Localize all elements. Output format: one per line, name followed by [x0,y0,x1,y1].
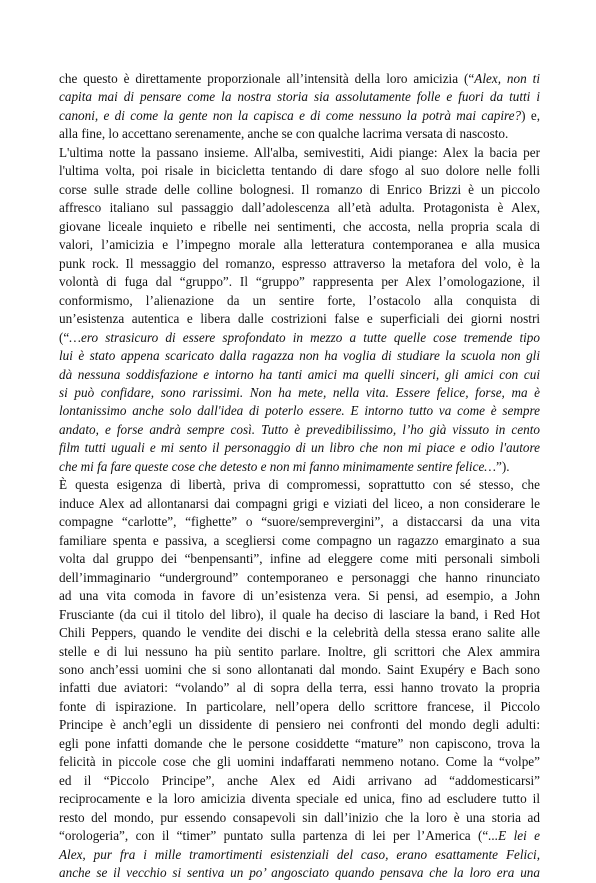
text-line [59,846,540,864]
italic-quote-text: Alex, pur fra i mille tramortimenti esistenziali del caso, erano esattamente Felici, [59,846,540,862]
text-line [59,384,540,402]
text-line [59,753,540,771]
text-line [59,587,540,605]
body-text: conformismo, l’alienazione da un sentire forte, l’ostacolo alla conquista di [59,292,540,308]
body-text: sono anch’essi uomini che si sono allontanati dal mondo. Saint Exupéry e Bach sono [59,662,540,677]
body-text: volontà di fuga dal “gruppo”. Il “gruppo” rappresenta per Alex l’omologazione, il [59,274,540,290]
text-line [59,513,540,531]
body-text: ) e, [521,107,540,123]
document-page [59,70,540,883]
text-line [59,199,540,217]
body-text: giovane liceale inquieto e ribelle nei sentimenti, che accosta, nella propria scala di [59,218,540,234]
text-line [59,698,540,716]
italic-quote-text: anche se il vecchio si sentiva un po’ angosciato quando pensava che la loro era una [59,865,540,881]
body-text: volta dal gruppo dei “benpensanti”, infine ad eleggere come miti personali simboli [59,551,540,567]
text-line [59,550,540,568]
text-line [59,716,540,734]
body-text: alla fine, lo accettano serenamente, anche se con qualche lacrima versata di nascosto. [59,126,509,142]
body-text: valori, l’amicizia e l’impegno morale alla letteratura contemporanea e alla musica [59,237,540,253]
text-line [59,532,540,550]
italic-quote-text: lui è stato appena scaricato dalla ragazza non ha voglia di studiare la scuola non gli [59,348,540,364]
body-text: infatti due aviatori: “volando” al di sopra della terra, essi hanno trovato la propria [59,680,540,696]
text-line [59,772,540,790]
text-line [59,458,540,476]
text-line [59,310,540,328]
text-line [59,125,540,143]
text-line [59,181,540,199]
body-text: felicità in piccole cose che gli uomini indaffarati nemmeno notano. Come la “volpe” [59,754,540,770]
text-line [59,476,540,494]
body-text: punk rock. Il messaggio del romanzo, espresso attraverso la metafora del volo, è la [59,255,540,271]
text-line [59,292,540,310]
text-line [59,624,540,642]
body-text: Principe è anch’egli un dissidente di pensiero nei confronti del mondo degli adulti: [59,717,540,733]
text-line [59,421,540,439]
body-text: familiare spenta e passiva, a scegliersi come compagno un ragazzo emarginato a sua [59,532,540,548]
text-line [59,218,540,236]
italic-quote-text: dà nessuna soddisfazione e intorno ha tanti amici ma quelli sinceri, gli amici con cui [59,366,540,382]
text-line [59,569,540,587]
text-line [59,273,540,291]
text-line [59,107,540,125]
text-line [59,735,540,753]
body-text: egli pone infatti domande che le persone cosiddette “mature” non capiscono, trova la [59,735,540,751]
italic-quote-text: film tutti uguali e mi sento il personaggio di un libro che non mi piace e odio l'autore [59,440,540,456]
text-line [59,347,540,365]
italic-quote-text: …ero strasicuro di essere sprofondato in mezzo a tutte quelle cose tremende tipo [69,329,540,345]
text-line [59,864,540,882]
text-line [59,402,540,420]
italic-quote-text: canoni, e di come la gente non la capisca e di come nessuno la potrà mai capire? [59,107,522,123]
body-text: (“ [59,329,70,345]
body-text: l'ultima volta, poi risale in bicicletta tentando di dare sfogo al suo dolore nelle folli [59,163,540,179]
italic-quote-text: ...E lei e [488,828,541,844]
body-text: che questo è direttamente proporzionale all’intensità della loro amicizia (“ [59,71,475,86]
text-line [59,144,540,162]
body-text: fonte di ispirazione. In particolare, nell’opera dello scrittore francese, il Piccolo [59,698,540,714]
text-line [59,679,540,697]
body-text: compagne “carlotte”, “fighette” o “suore/semprevergini”, a distaccarsi da una vita [59,514,540,530]
body-text: affresco italiano sul passaggio dall’adolescenza all’età adulta. Protagonista è Alex, [59,200,540,216]
italic-quote-text: si può confidare, sono rarissimi. Non ha mete, nella vita. Essere felice, forse, ma è [59,384,540,400]
body-text: È questa esigenza di libertà, priva di compromessi, soprattutto con sé stesso, che [59,477,540,493]
text-line [59,255,540,273]
body-text: ”). [496,458,510,474]
text-line [59,236,540,254]
italic-quote-text: capita mai di pensare come la nostra storia sia assolutamente folle e fuori da tutti i [59,89,540,105]
body-text: resto del mondo, pur essendo consapevoli sin dall’inizio che la loro è una storia ad [59,809,540,825]
text-line [59,162,540,180]
text-line [59,366,540,384]
text-line [59,661,540,679]
text-line [59,70,540,88]
italic-quote-text: andato, e forse andrà sempre così. Tutto è prevedibilissimo, l’ho già vissuto in cento [59,421,540,437]
body-text: reciprocamente e la loro amicizia diventa speciale ed unica, fino ad escludere tutto il [59,791,540,807]
body-text: “orologeria”, con il “timer” puntato sulla partenza di lei per l’America (“ [59,828,489,844]
body-text: L'ultima notte la passano insieme. All'alba, semivestiti, Aidi piange: Alex la bacia per [59,144,540,160]
text-line [59,809,540,827]
body-text: corse sulle strade delle colline bolognesi. Il romanzo di Enrico Brizzi è un piccolo [59,181,540,197]
text-line [59,606,540,624]
body-text: induce Alex ad allontanarsi dai compagni grigi e viziati del liceo, a non considerare le [59,495,540,511]
text-line [59,643,540,661]
text-line [59,329,540,347]
body-text: un’esistenza autentica e libera dalle costrizioni false e superficiali dei giorni nostri [59,311,540,327]
body-text: dell’immaginario “underground” contemporaneo e personaggi che hanno rinunciato [59,569,540,585]
text-line [59,439,540,457]
text-line [59,790,540,808]
body-text: Frusciante (da cui il titolo del libro), il quale ha deciso di lasciare la band, i Red Hot [59,606,540,622]
body-text: Chili Peppers, quando le vendite dei dischi e la celebrità della stessa erano salite alle [59,625,540,641]
body-text: ad una vita comoda in favore di un’esistenza vera. Si pensi, ad esempio, a John [59,588,540,604]
text-line [59,88,540,106]
italic-quote-text: lontanissimo anche solo dall'idea di poterlo essere. E intorno tutto va come è sempre [59,403,540,419]
body-text: stelle e di lui nessuno ha più sentito parlare. Inoltre, gli scrittori che Alex ammira [59,643,540,659]
italic-quote-text: che mi fa fare queste cose che detesto e non mi fanno minimamente sentire felice… [59,458,497,474]
italic-quote-text: Alex, non ti [474,71,540,86]
body-text: ed il “Piccolo Principe”, anche Alex ed Aidi arrivano ad “addomesticarsi” [59,772,540,788]
text-line [59,495,540,513]
text-line [59,827,540,845]
